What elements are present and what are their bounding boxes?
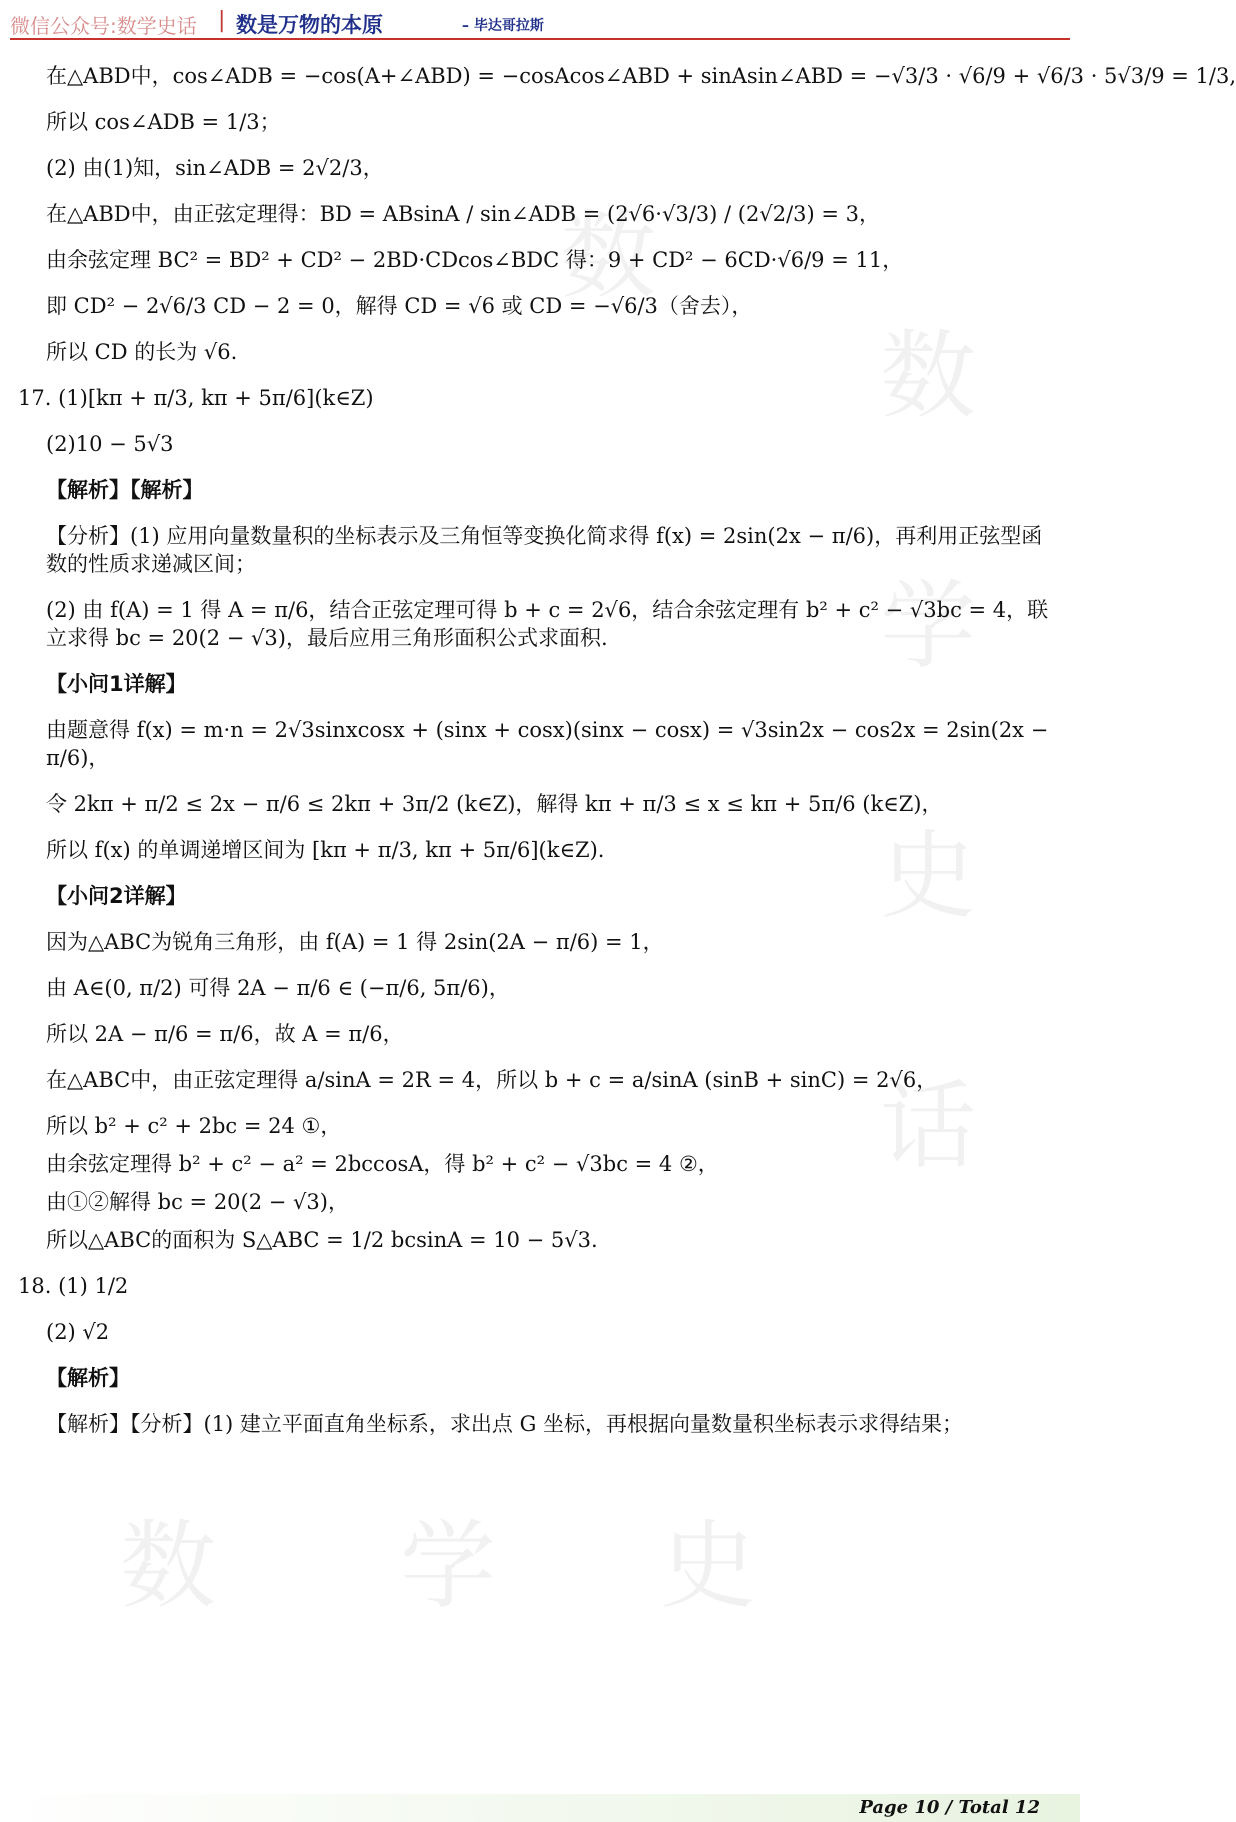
header-rule [10, 38, 1070, 40]
text-line: 所以 CD 的长为 √6. [46, 340, 238, 364]
text-line: 由余弦定理 BC² = BD² + CD² − 2BD·CDcos∠BDC 得：9 + CD² − 6CD·√6/9 = 11， [46, 248, 904, 272]
text-line: 由①②解得 bc = 20(2 − √3)， [46, 1190, 349, 1214]
text-line: 所以 f(x) 的单调递增区间为 [kπ + π/3, kπ + 5π/6](k∈Z). [46, 838, 605, 862]
question-17-answer-2: (2)10 − 5√3 [46, 432, 174, 456]
subquestion-1-heading: 【小问1详解】 [46, 672, 187, 696]
watermark-char: 学 [400, 1510, 496, 1622]
text-line: 在△ABD中，cos∠ADB = −cos(A+∠ABD) = −cosAcos∠ABD + sinAsin∠ABD = −√3/3 · √6/9 + √6/3 · 5√3/9 = 1/3, [46, 64, 1236, 88]
question-18-answer-1: 18. (1) 1/2 [18, 1274, 129, 1298]
watermark-char: 史 [880, 820, 976, 932]
text-line: 所以△ABC的面积为 S△ABC = 1/2 bcsinA = 10 − 5√3. [46, 1228, 598, 1252]
watermark-char: 学 [880, 570, 976, 682]
text-line: 由余弦定理得 b² + c² − a² = 2bccosA，得 b² + c² − √3bc = 4 ②， [46, 1152, 719, 1176]
text-line: 即 CD² − 2√6/3 CD − 2 = 0，解得 CD = √6 或 CD = −√6/3（舍去）， [46, 294, 753, 318]
watermark-char: 话 [880, 1070, 976, 1182]
text-line: 在△ABC中，由正弦定理得 a/sinA = 2R = 4，所以 b + c = a/sinA (sinB + sinC) = 2√6， [46, 1068, 938, 1092]
watermark-char: 数 [560, 200, 656, 312]
question-18-answer-2: (2) √2 [46, 1320, 110, 1344]
header-quote: – 毕达哥拉斯 [462, 18, 544, 34]
solution-body [18, 62, 1236, 1456]
text-line: 在△ABD中，由正弦定理得：BD = ABsinA / sin∠ADB = (2√6·√3/3) / (2√2/3) = 3， [46, 202, 881, 226]
text-line: 因为△ABC为锐角三角形，由 f(A) = 1 得 2sin(2A − π/6) = 1， [46, 930, 664, 954]
text-line: 【解析】【分析】(1) 建立平面直角坐标系，求出点 G 坐标，再根据向量数量积坐标表示求得结果； [46, 1412, 964, 1436]
header-account-name: 微信公众号:数学史话 [10, 14, 197, 38]
page-number: Page 10 / Total 12 [859, 1797, 1040, 1818]
text-line: 令 2kπ + π/2 ≤ 2x − π/6 ≤ 2kπ + 3π/2 (k∈Z)，解得 kπ + π/3 ≤ x ≤ kπ + 5π/6 (k∈Z)， [46, 792, 943, 816]
text-line: (2) 由 f(A) = 1 得 A = π/6，结合正弦定理可得 b + c = 2√6，结合余弦定理有 b² + c² − √3bc = 4，联立求得 bc = 20(2 − √3)，最后应用三角形面积公式求面积. [46, 598, 1049, 650]
subquestion-2-heading: 【小问2详解】 [46, 884, 187, 908]
text-line: 所以 2A − π/6 = π/6，故 A = π/6， [46, 1022, 404, 1046]
text-line: 所以 cos∠ADB = 1/3； [46, 110, 281, 134]
text-line: 由题意得 f(x) = m·n = 2√3sinxcosx + (sinx + cosx)(sinx − cosx) = √3sin2x − cos2x = 2sin(2x − π/6)， [46, 718, 1049, 770]
watermark-char: 数 [120, 1510, 216, 1622]
question-17-answer-1: 17. (1)[kπ + π/3, kπ + 5π/6](k∈Z) [18, 386, 374, 410]
watermark-char: 史 [660, 1510, 756, 1622]
text-line: (2) 由(1)知，sin∠ADB = 2√2/3， [46, 156, 384, 180]
header-separator: | [218, 8, 226, 33]
text-line: 由 A∈(0, π/2) 可得 2A − π/6 ∈ (−π/6, 5π/6)， [46, 976, 510, 1000]
page-header [0, 0, 1080, 44]
text-line: 所以 b² + c² + 2bc = 24 ①， [46, 1114, 342, 1138]
header-title: 数是万物的本原 [236, 13, 383, 37]
watermark-char: 数 [880, 320, 976, 432]
text-line: 【分析】(1) 应用向量数量积的坐标表示及三角恒等变换化简求得 f(x) = 2sin(2x − π/6)，再利用正弦型函数的性质求递减区间； [46, 524, 1043, 576]
analysis-heading: 【解析】 [46, 1366, 130, 1390]
analysis-heading: 【解析】【解析】 [46, 478, 204, 502]
